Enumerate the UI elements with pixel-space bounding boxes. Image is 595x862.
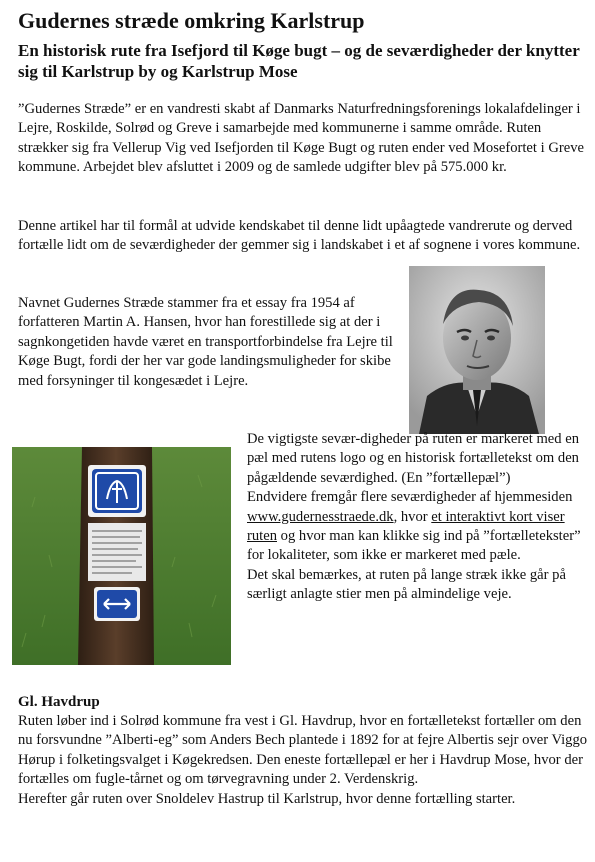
paragraph-markers-note: Det skal bemærkes, at ruten på lange stræk ikke går på særligt anlagte stier men på almindelige veje. [247, 566, 566, 603]
interactive-map-link[interactable]: et interaktivt kort viser ruten [247, 508, 565, 545]
paragraph-markers-rest: og hvor man kan klikke sig ind på ”fortælletekster” for lokaliteter, som ikke er markeret med pæle. [247, 528, 581, 564]
paragraph-route-continues: Herefter går ruten over Snoldelev Hastrup til Karlstrup, hvor denne fortælling starter. [18, 790, 516, 807]
paragraph-markers-comma: , hvor [393, 508, 432, 525]
paragraph-route-markers [247, 430, 587, 605]
paragraph-markers-intro: De vigtigste sevær-digheder på ruten er markeret med en pæl med rutens logo og en historisk fortælletekst om den pågældende seværdighed. (En ”fortællepæl”) [247, 431, 579, 486]
route-sign-icon [12, 447, 231, 665]
website-link[interactable]: www.gudernesstraede.dk [247, 508, 394, 525]
paragraph-havdrup-text: Ruten løber ind i Solrød kommune fra vest i Gl. Havdrup, hvor en fortælletekst fortæller om den nu forsvundne ”Alberti-eg” som Anders Bech plantede i 1892 for at fejre Albertis sejr over Viggo Hørup i folketingsvalget i Køgekredsen. Den eneste fortællepæl er her i Havdrup Mose, hvor der fortælles om fugle-tårnet og om tørvegravning under 2. Verdenskrig. [18, 713, 588, 788]
paragraph-purpose: Denne artikel har til formål at udvide kendskabet til denne lidt upåagtede vandrerute og derved fortælle lidt om de seværdigheder der gemmer sig i landskabet i et af sognene i vores kommune. [18, 218, 581, 254]
paragraph-gl-havdrup [18, 712, 588, 809]
page-title: Gudernes stræde omkring Karlstrup [18, 8, 365, 33]
section-heading-gl-havdrup: Gl. Havdrup [18, 694, 100, 710]
paragraph-markers-website-text: Endvidere fremgår flere seværdigheder af hjemmesiden [247, 489, 573, 506]
route-post-photo [12, 447, 231, 665]
paragraph-name-origin: Navnet Gudernes Stræde stammer fra et essay fra 1954 af forfatteren Martin A. Hansen, hvor han forestillede sig at der i sagnkongetiden havde været en transportforbindelse fra Lejre til Køge Bugt, fordi der her var gode landingsmuligheder for skibe med forsyninger til kongesædet i Lejre. [18, 295, 393, 389]
page-subtitle: En historisk rute fra Isefjord til Køge bugt – og de seværdigheder der knytter sig til Karlstrup by og Karlstrup Mose [18, 41, 580, 81]
paragraph-intro: ”Gudernes Stræde” er en vandresti skabt af Danmarks Naturfredningsforenings lokalafdelinger i Lejre, Roskilde, Solrød og Greve i samarbejde med kommunerne i samme område. Ruten strækker sig fra Vellerup Vig ved Isefjorden til Køge Bugt og ruten ender ved Mosefortet i Greve kommune. Arbejdet blev afsluttet i 2009 og de samlede udgifter blev på 575.000 kr. [18, 101, 584, 176]
portrait-photo [409, 266, 545, 434]
portrait-icon [409, 266, 545, 434]
